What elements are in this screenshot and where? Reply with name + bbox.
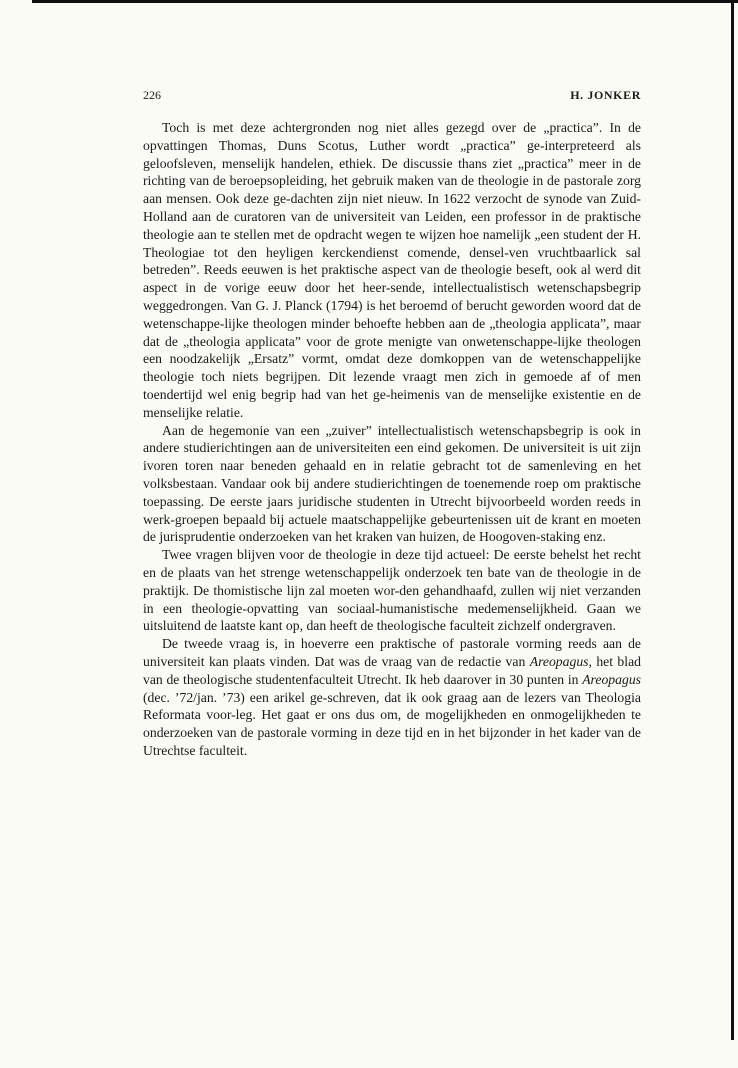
page-top-border <box>32 0 738 3</box>
body-text <box>143 119 641 760</box>
paragraph-1: Toch is met deze achtergronden nog niet alles gezegd over de „practica”. In de opvattingen Thomas, Duns Scotus, Luther wordt „practica” ge-interpreteerd als geloofsleven, menselijk handelen, ethiek. De discussie thans ziet „practica” meer in de richting van de beroepsopleiding, het gebruik maken van de theologie in de pastorale zorg aan mensen. Ook deze ge-dachten zijn niet nieuw. In 1622 verzocht de synode van Zuid-Holland aan de curatoren van de universiteit van Leiden, een professor in de praktische theologie aan te stellen met de opdracht wegen te wijzen hoe namelijk „een student der H. Theologiae tot den heyligen kerckendienst comende, densel-ven vruchtbaarlick sal betreden”. Reeds eeuwen is het praktische aspect van de theologie beseft, ook al werd dit aspect in de vorige eeuw door het heer-sende, intellectualistisch wetenschapsbegrip weggedrongen. Van G. J. Planck (1794) is het beroemd of berucht geworden woord dat de wetenschappe-lijke theologen minder behoefte hebben aan de „theologia applicata”, maar dat de „theologia applicata” voor de grote menigte van onwetenschappe-lijke theologen een noodzakelijk „Ersatz” vormt, omdat deze domkoppen van de wetenschappelijke theologie toch niets begrijpen. Dit lezende vraagt men zich in gemoede af of men toendertijd wel enig begrip had van het ge-heimenis van de menselijke existentie en de menselijke relatie. <box>143 120 641 420</box>
journal-title-areopagus-2: Areopagus <box>582 671 641 687</box>
journal-title-areopagus: Areopagus, <box>529 653 592 669</box>
page-number: 226 <box>143 88 161 102</box>
page-header <box>143 88 641 104</box>
paragraph-4-part-1: De tweede vraag is, in hoeverre een praktische of pastorale vorming reeds aan de universiteit kan plaats vinden. Dat was de vraag van de redactie van <box>143 636 641 669</box>
page-right-border <box>731 0 734 1040</box>
paragraph-4-part-3: (dec. ’72/jan. ’73) een arikel ge-schreven, dat ik ook graag aan de lezers van Theologia Reformata voor-leg. Het gaat er ons dus om, de mogelijkheden en onmogelijkheden te onderzoeken van de pastorale vorming in deze tijd en in het bijzonder in het kader van de Utrechtse faculteit. <box>143 689 641 758</box>
paragraph-2: Aan de hegemonie van een „zuiver” intellectualistisch wetenschapsbegrip is ook in andere studierichtingen aan de universiteiten een eind gekomen. De universiteit is uit zijn ivoren toren naar beneden gehaald en in relatie gebracht tot de samenleving en het volksbestaan. Vandaar ook bij andere studierichtingen de toenemende roep om praktische toepassing. De eerste jaars juridische studenten in Utrecht bijvoorbeeld worden reeds in werk-groepen bepaald bij actuele maatschappelijke gebeurtenissen uit de krant en moeten de jurisprudentie onderzoeken van het kraken van huizen, de Hoogoven-staking enz. <box>143 422 641 545</box>
paragraph-4 <box>143 635 641 760</box>
paragraph-4-part-2: het blad van de theologische studentenfaculteit Utrecht. Ik heb daarover in 30 punten in <box>143 653 641 687</box>
paragraph-3: Twee vragen blijven voor de theologie in deze tijd actueel: De eerste behelst het recht en de plaats van het strenge wetenschappelijk onderzoek ten bate van de theologie in de praktijk. De thomistische lijn zal moeten wor-den gehandhaafd, zullen wij niet verzanden in een theologie-opvatting van sociaal-humanistische medemenselijkheid. Gaan we uitsluitend de laatste kant op, dan heeft de theologische faculteit zichzelf ondergraven. <box>143 547 641 634</box>
running-head-author: H. JONKER <box>570 88 641 102</box>
